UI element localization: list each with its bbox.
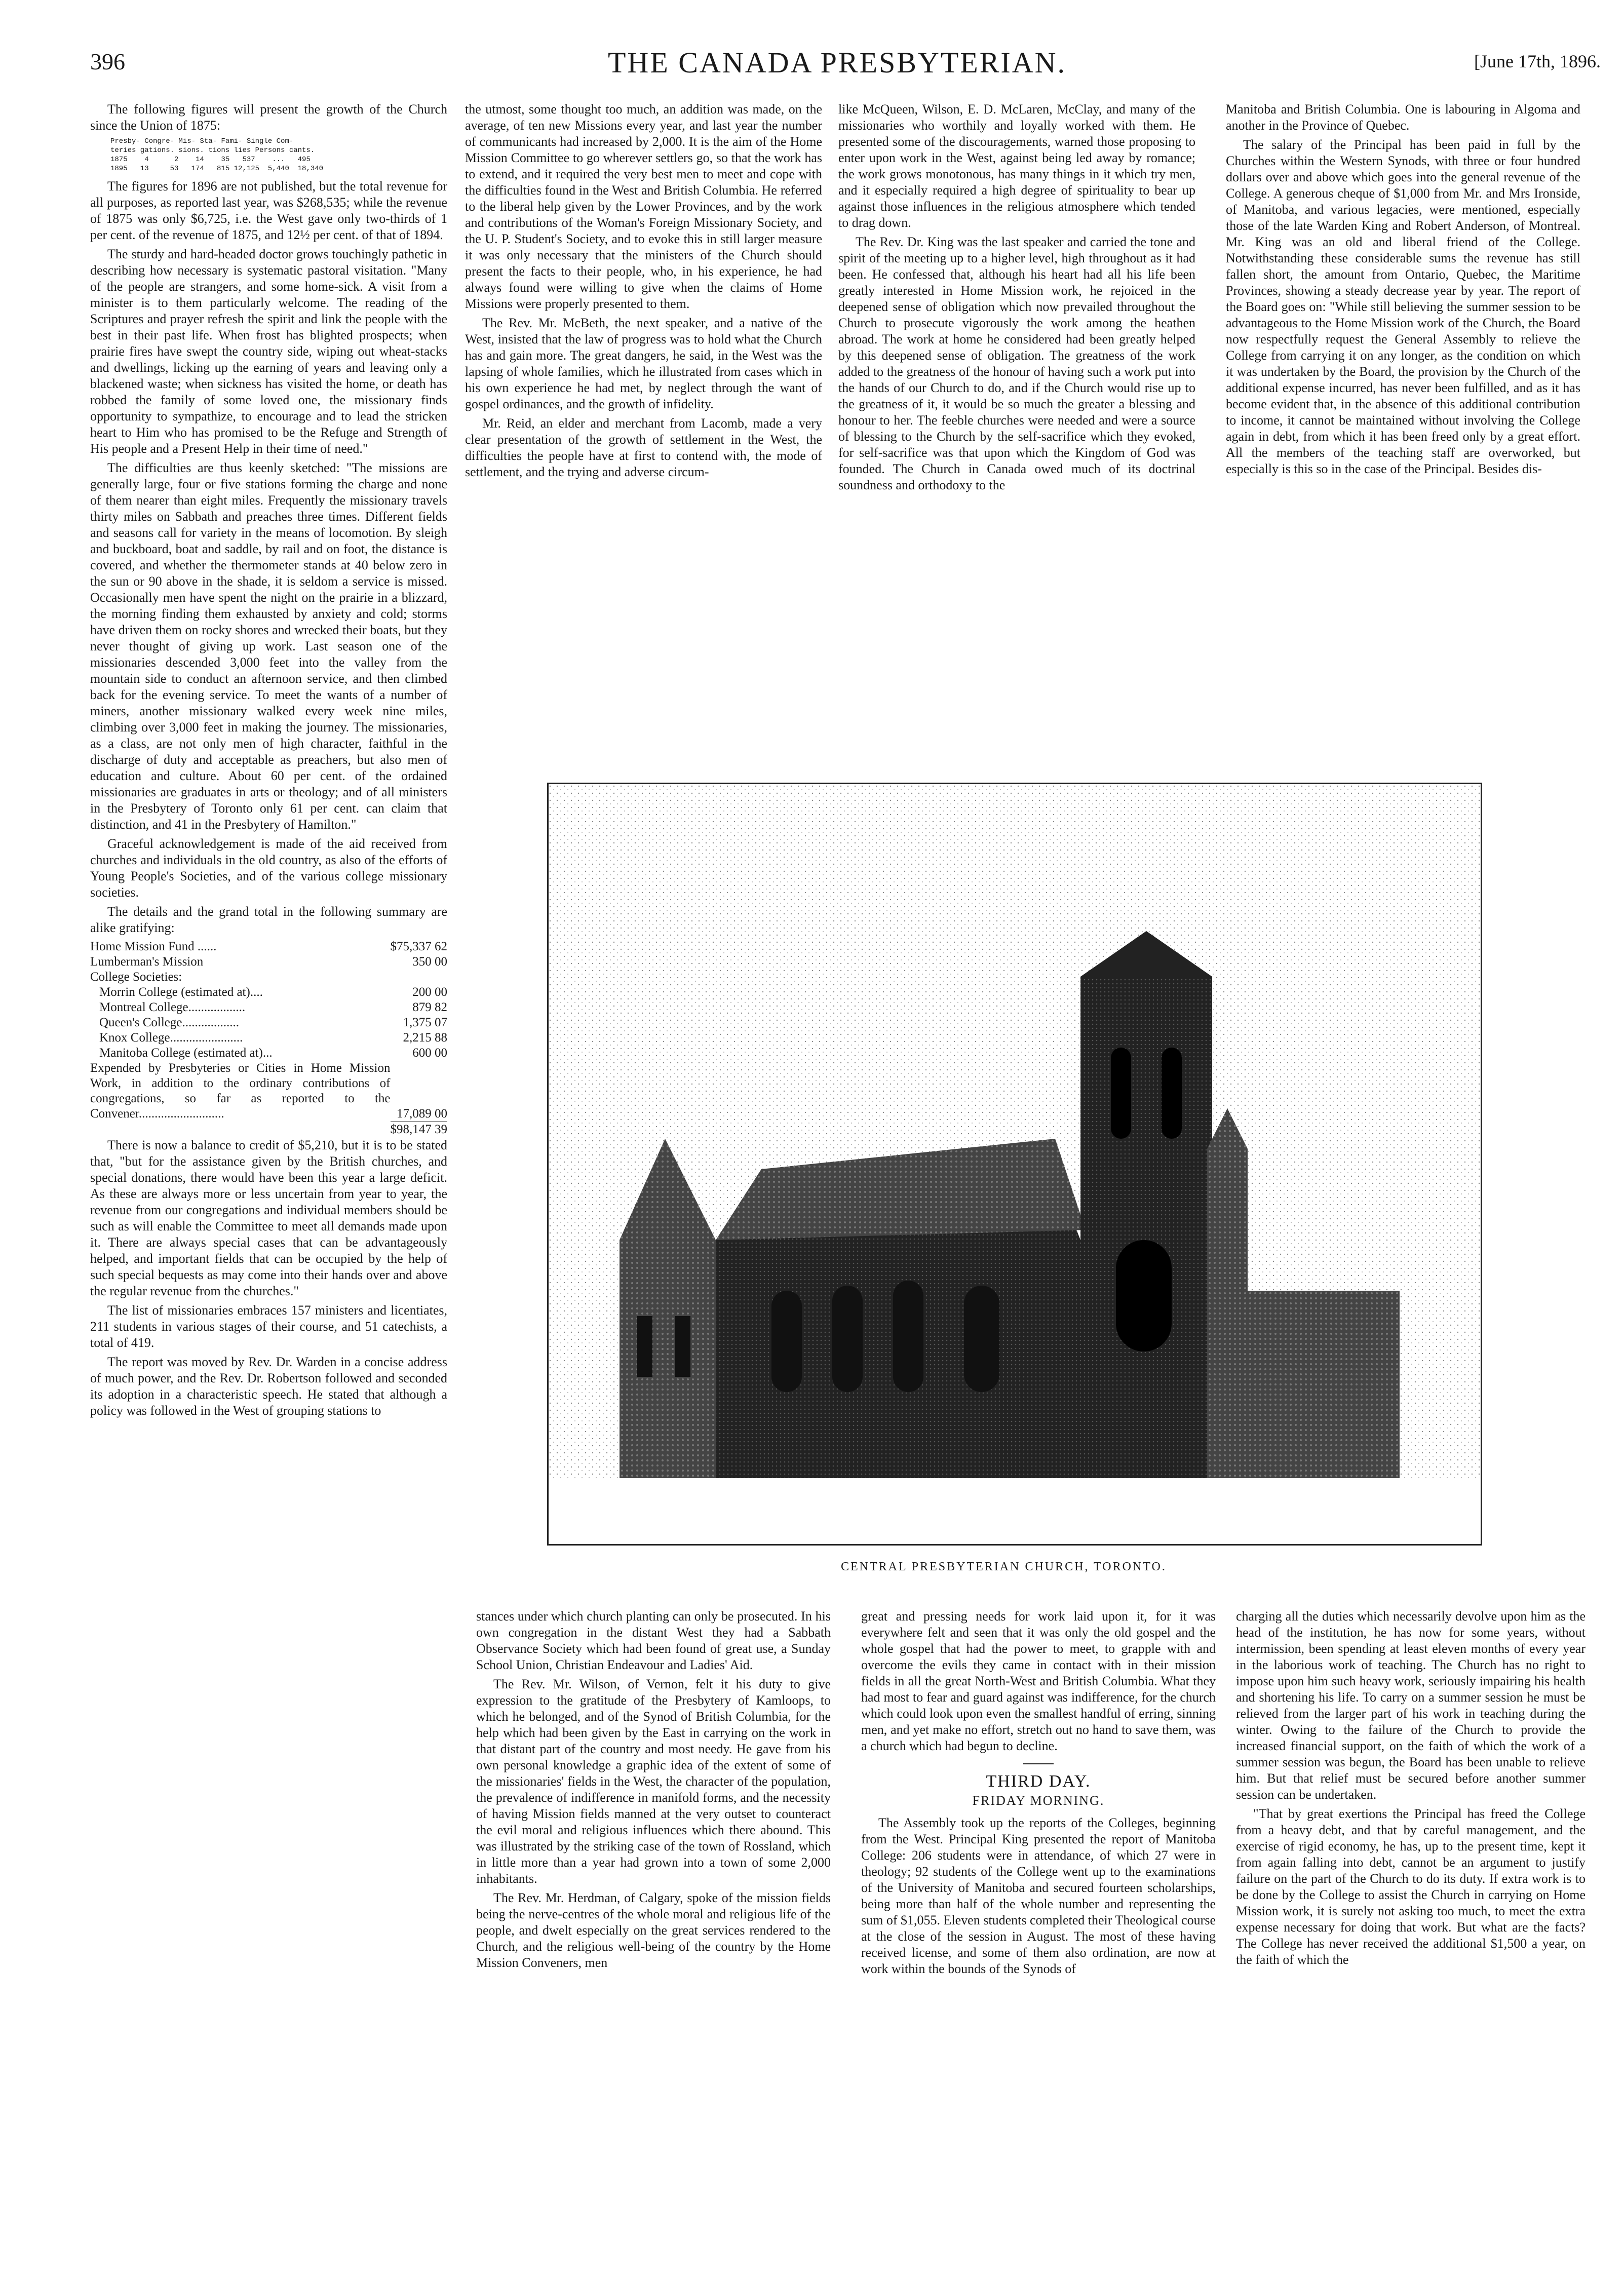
paragraph: Graceful acknowledgement is made of the aid received from churches and individuals in the old country, as also of the efforts of Young People's Societies, and of the various college missionary societies. — [90, 836, 447, 900]
table-row: Morrin College (estimated at).... 200 00 — [99, 985, 447, 999]
photo-caption: CENTRAL PRESBYTERIAN CHURCH, TORONTO. — [841, 1560, 1167, 1573]
paragraph: The Rev. Mr. McBeth, the next speaker, and a native of the West, insisted that the law of progress was to hold what the Church has and gain more. The great dangers, he said, in the West was the lapsing of whole families, which he illustrated from cases which in his own experience he had met, by neglect through the want of gospel ordinances, and the growth of infidelity. — [465, 316, 822, 411]
paragraph: The list of missionaries embraces 157 ministers and licentiates, 211 students in various stages of their course, and 51 catechists, a total of 419. — [90, 1302, 447, 1350]
table-row: College Societies: — [90, 970, 182, 984]
table-row: Expended by Presbyteries or Cities in Home Mission Work, in addition to the ordinary contributions of congregations, so far as reported to the Convener........................... 17,089 00 — [90, 1061, 447, 1121]
paragraph: The Rev. Dr. King was the last speaker and carried the tone and spirit of the meeting up to a higher level, high throughout as it had been. He confessed that, although his heart had all his life been greatly interested in Home Mission work, he rejoiced in the deepened sense of obligation which now prevailed throughout the Church to prosecute vigorously the work among the heathen abroad. The work at home he considered had been greatly helped by this deepened sense of obligation. The greatness of the work added to the greatness of the honour of having such a work put into the hands of our Church to do, and if the Church would rise up to the greatness of it, it would be so much the greater a blessing and honour to her. The feeble churches were needed and were a source of blessing to the Church by the self-sacrifice which they evoked, for self-sacrifice was that upon which the Kingdom of God was founded. The Church in Canada owed much of its doctrinal soundness and orthodoxy to the — [838, 235, 1195, 492]
paragraph: The Rev. Mr. Herdman, of Calgary, spoke of the mission fields being the nerve-centres of the whole moral and religious life of the people, and dwelt especially on the great services rendered to the Church, and the religious well-being of the country by the Home Mission Conveners, men — [476, 1890, 831, 1970]
paragraph: There is now a balance to credit of $5,210, but it is to be stated that, "but for the assistance given by the British churches, and special donations, there would have been this year a large deficit. As these are always more or less uncertain from year to year, the revenue from our congregations and individual members should be such as will enable the Committee to meet all demands made upon it. There are always special cases that can be advantageously helped, and important fields that can be occupied by the help of such special bequests as may come into their hands over and above the regular revenue from the churches." — [90, 1137, 447, 1298]
total-row: $98,147 39 — [390, 1122, 447, 1136]
paragraph: "That by great exertions the Principal has freed the College from a heavy debt, and that by careful management, and the exercise of rigid economy, he has, up to the present time, kept it from again falling into debt, cannot be an argument to justify failure on the part of the Church to do its duty. If extra work is to be done by the College to assist the Church in carrying on Home Mission work, it is surely not asking too much, to meet the extra expense necessary for doing that work. But what are the facts? The College has never received the additional $1,500 a year, on the faith of which the — [1236, 1806, 1586, 1967]
table-row: Home Mission Fund ...... $75,337 62 — [90, 940, 447, 953]
publication-title: THE CANADA PRESBYTERIAN. — [608, 46, 1066, 79]
divider — [1023, 1763, 1054, 1764]
paragraph: charging all the duties which necessarily devolve upon him as the head of the institution, he has now for some years, without intermission, been spending at least eleven months of every year in the laborious work of teaching. The Church has no right to impose upon him such heavy work, seriously impairing his health and shortening his life. To carry on a summer session he must be relieved from the larger part of his work in teaching during the winter. Owing to the failure of the Church to provide the increased financial support, on the faith of which the work of a summer session was begun, the Board has been unable to relieve him. But that relief must be secured before another summer session can be undertaken. — [1236, 1609, 1586, 1802]
church-illustration — [549, 784, 1481, 1544]
column-2 — [465, 101, 822, 483]
page-number: 396 — [90, 49, 125, 74]
section-heading: THIRD DAY. — [986, 1772, 1091, 1791]
paragraph: The sturdy and hard-headed doctor grows touchingly pathetic in describing how necessary is systematic pastoral visitation. "Many of the people are strangers, and some home-sick. A visit from a minister is to them particularly welcome. The reading of the Scriptures and prayer refresh the spirit and link the people with the best in their past life. When frost has blighted prospects; when prairie fires have swept the country side, wiping out wheat-stacks and dwellings, licking up the earning of years and leaving only a blackened waste; when sickness has visited the home, or death has robbed the family of some loved one, the missionary finds opportunity to sympathize, to encourage and to lead the stricken heart to Him who has promised to be the Refuge and Strength of His people and a Present Help in their time of need." — [90, 247, 447, 456]
column-3 — [838, 101, 1195, 496]
issue-date: [June 17th, 1896. — [1474, 51, 1601, 71]
column-1 — [90, 101, 447, 1422]
paragraph: the utmost, some thought too much, an addition was made, on the average, of ten new Missions every year, and last year the number of communicants had increased by 2,000. It is the aim of the Home Mission Committee to go wherever settlers go, so that the work has to extend, and it required the very best men to meet and cope with the difficulties found in the West and British Columbia. He referred to the liberal help given by the Lower Provinces, and by the work and contributions of the Woman's Foreign Missionary Society, and the U. P. Student's Society, and to evoke this in still larger measure it was only necessary that the ministers of the Church should present the facts to their people, who, in his experience, he had always found were willing to give when the claims of Home Missions were properly presented to them. — [465, 102, 822, 311]
paragraph: stances under which church planting can only be prosecuted. In his own congregation in the distant West they had a Sabbath Observance Society which had been found of great use, a Sunday School Union, Christian Endeavour and Ladies' Aid. — [476, 1609, 831, 1672]
table-row: Lumberman's Mission 350 00 — [90, 955, 447, 969]
table-row: Queen's College.................. 1,375 07 — [99, 1016, 447, 1029]
column-4 — [1226, 101, 1580, 480]
column-3-lower — [861, 1608, 1216, 1980]
paragraph: The figures for 1896 are not published, but the total revenue for all purposes, as reported last year, was $268,535; while the revenue of 1875 was only $6,725, i.e. the West gave only two-thirds of 1 per cent. of the revenue of 1875, and 12½ per cent. of that of 1894. — [90, 179, 447, 242]
paragraph: Manitoba and British Columbia. One is labouring in Algoma and another in the Province of Quebec. — [1226, 102, 1580, 133]
paragraph: The report was moved by Rev. Dr. Warden in a concise address of much power, and the Rev. Dr. Robertson followed and seconded its adoption in a characteristic speech. He stated that although a policy was followed in the West of grouping stations to — [90, 1354, 447, 1418]
table-row: Montreal College.................. 879 82 — [99, 1000, 447, 1014]
column-4-lower — [1236, 1608, 1586, 1971]
column-2-lower — [476, 1608, 831, 1974]
church-photograph — [547, 783, 1482, 1546]
paragraph: great and pressing needs for work laid upon it, for it was everywhere felt and seen that it was only the old gospel and the whole gospel that had the power to meet, to grapple with and overcome the evils they came in contact with in their mission fields in all the great North-West and British Columbia. What they had most to fear and guard against was indifference, for the church which could look upon even the smallest handful of erring, sinning men, and yet make no effort, stretch out no hand to save them, was a church which had begun to decline. — [861, 1609, 1216, 1753]
paragraph: The details and the grand total in the following summary are alike gratifying: — [90, 904, 447, 935]
financial-summary-table — [90, 939, 447, 1137]
table-row: Manitoba College (estimated at)... 600 00 — [99, 1046, 447, 1060]
paragraph: Mr. Reid, an elder and merchant from Lacomb, made a very clear presentation of the growth of settlement in the West, the difficulties the people have at first to contend with, the mode of settlement, and the trying and adverse circum- — [465, 416, 822, 479]
section-subheading: FRIDAY MORNING. — [972, 1793, 1105, 1808]
paragraph: The Assembly took up the reports of the Colleges, beginning from the West. Principal King presented the report of Manitoba College: 206 students were in attendance, of which 27 were in theology; 92 students of the College went up to the examinations of the University of Manitoba and secured fourteen scholarships, being more than half of the whole number and representing the sum of $1,055. Eleven students completed their Theological course at the close of the session in August. The most of these having received license, and some of them also ordination, are now at work within the bounds of the Synods of — [861, 1816, 1216, 1976]
paragraph: The difficulties are thus keenly sketched: "The missions are generally large, four or five stations forming the charge and none of them nearer than eight miles. Frequently the missionary travels thirty miles on Sabbath and preaches three times. Different fields and seasons call for variety in the means of locomotion. By sleigh and buckboard, boat and saddle, by rail and on foot, the distance is covered, and whether the thermometer stands at 40 below zero in the sun or 90 above in the shade, it is seldom a service is missed. Occasionally men have spent the night on the prairie in a blizzard, the morning finding them exhausted by anxiety and cold; storms have driven them on rocky shores and wrecked their boats, but they never thought of giving up work. Last season one of the missionaries descended 3,000 feet into the valley from the mountain side to conduct an afternoon service, and then climbed back for the evening service. To meet the wants of a number of miners, another missionary walked every week nine miles, climbing over 3,000 feet in making the journey. The missionaries, as a class, are not only men of high character, faithful in the discharge of duty and acceptable as preachers, but also men of education and culture. About 60 per cent. of the ordained missionaries are graduates in arts or theology; and of all ministers in the Presbytery of Toronto only 61 per cent. can claim that distinction, and 41 in the Presbytery of Hamilton." — [90, 460, 447, 832]
paragraph: like McQueen, Wilson, E. D. McLaren, McClay, and many of the missionaries who worthily and loyally worked with them. He presented some of the discouragements, warned those proposing to enter upon work in the West, against being led away by romance; the work grows monotonous, has many things in it which try men, and it especially required a high degree of spirituality to bear up against those influences in the religious atmosphere which tended to drag down. — [838, 102, 1195, 230]
paragraph: The salary of the Principal has been paid in full by the Churches within the Western Synods, with three or four hundred dollars over and above which goes into the general revenue of the College. A generous cheque of $1,000 from Mr. and Mrs Ironside, of Manitoba, and various legacies, were mentioned, especially those of the late Warden King and Robert Anderson, of Montreal. Mr. King was an old and liberal friend of the College. Notwithstanding these considerable sums the revenue has still fallen short, the amount from Ontario, Quebec, the Maritime Provinces, showing a steady decrease year by year. The report of the Board goes on: "While still believing the summer session to be advantageous to the Home Mission work of the Church, the Board now respectfully request the General Assembly to relieve the College from carrying it on any longer, as the condition on which it was undertaken by the Board, the provision by the Church of the additional expense incurred, has never been fulfilled, and as it has become evident that, in the absence of this additional contribution to income, it cannot be maintained without involving the College again in debt, from which it has been freed only by a great effort. All the members of the teaching staff are overworked, but especially is this so in the case of the Principal. Besides dis- — [1226, 137, 1580, 476]
paragraph: The Rev. Mr. Wilson, of Vernon, felt it his duty to give expression to the gratitude of the Presbytery of Kamloops, to which he belonged, and of the Synod of British Columbia, for the help which had been given by the East in carrying on the work in that distant part of the country and most needy. He gave from his own personal knowledge a graphic idea of the extent of some of the missionaries' fields in the West, the character of the population, the prevalence of indifference in manifold forms, and the necessity of having Mission fields manned at the very outset to counteract the evil moral and religious influences which there abound. This was illustrated by the striking case of the town of Rossland, which in little more than a year had grown into a town of some 2,000 inhabitants. — [476, 1677, 831, 1886]
growth-table: Presby- Congre- Mis- Sta- Fami- Single Com- teries gations. sions. tions lies Persons cants. 1875 4 2 14 35 537 ... 495 1895 13 53 174 815 12,125 5,440 18,340 — [110, 137, 324, 173]
table-row: Knox College....................... 2,215 88 — [99, 1031, 447, 1045]
paragraph: The following figures will present the growth of the Church since the Union of 1875: — [90, 102, 447, 133]
